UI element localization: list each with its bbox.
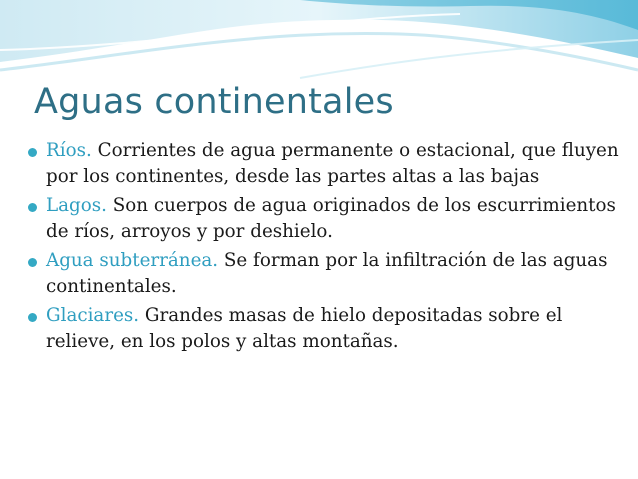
- list-item-lagos: [28, 193, 628, 245]
- bullet-list: [28, 138, 628, 358]
- wave-header-decoration: [0, 0, 638, 80]
- bullet-icon: [28, 258, 37, 267]
- list-item-agua-subterranea: [28, 248, 628, 300]
- list-item-glaciares: [28, 303, 628, 355]
- slide-title: Aguas continentales: [34, 82, 394, 122]
- bullet-icon: [28, 313, 37, 322]
- bullet-term: Glaciares.: [46, 305, 140, 326]
- bullet-text: [46, 138, 628, 190]
- bullet-body: Son cuerpos de agua originados de los escurrimientos de ríos, arroyos y por deshielo.: [46, 195, 616, 242]
- bullet-icon: [28, 203, 37, 212]
- bullet-term: Ríos.: [46, 140, 92, 161]
- bullet-term: Agua subterránea.: [46, 250, 219, 271]
- bullet-text: [46, 303, 628, 355]
- bullet-text: [46, 193, 628, 245]
- bullet-icon: [28, 148, 37, 157]
- bullet-body: Corrientes de agua permanente o estacional, que fluyen por los continentes, desde las partes altas a las bajas: [46, 140, 619, 187]
- bullet-body: Se forman por la infiltración de las aguas continentales.: [46, 250, 608, 297]
- bullet-text: [46, 248, 628, 300]
- bullet-body: Grandes masas de hielo depositadas sobre el relieve, en los polos y altas montañas.: [46, 305, 563, 352]
- list-item-rios: [28, 138, 628, 190]
- bullet-term: Lagos.: [46, 195, 107, 216]
